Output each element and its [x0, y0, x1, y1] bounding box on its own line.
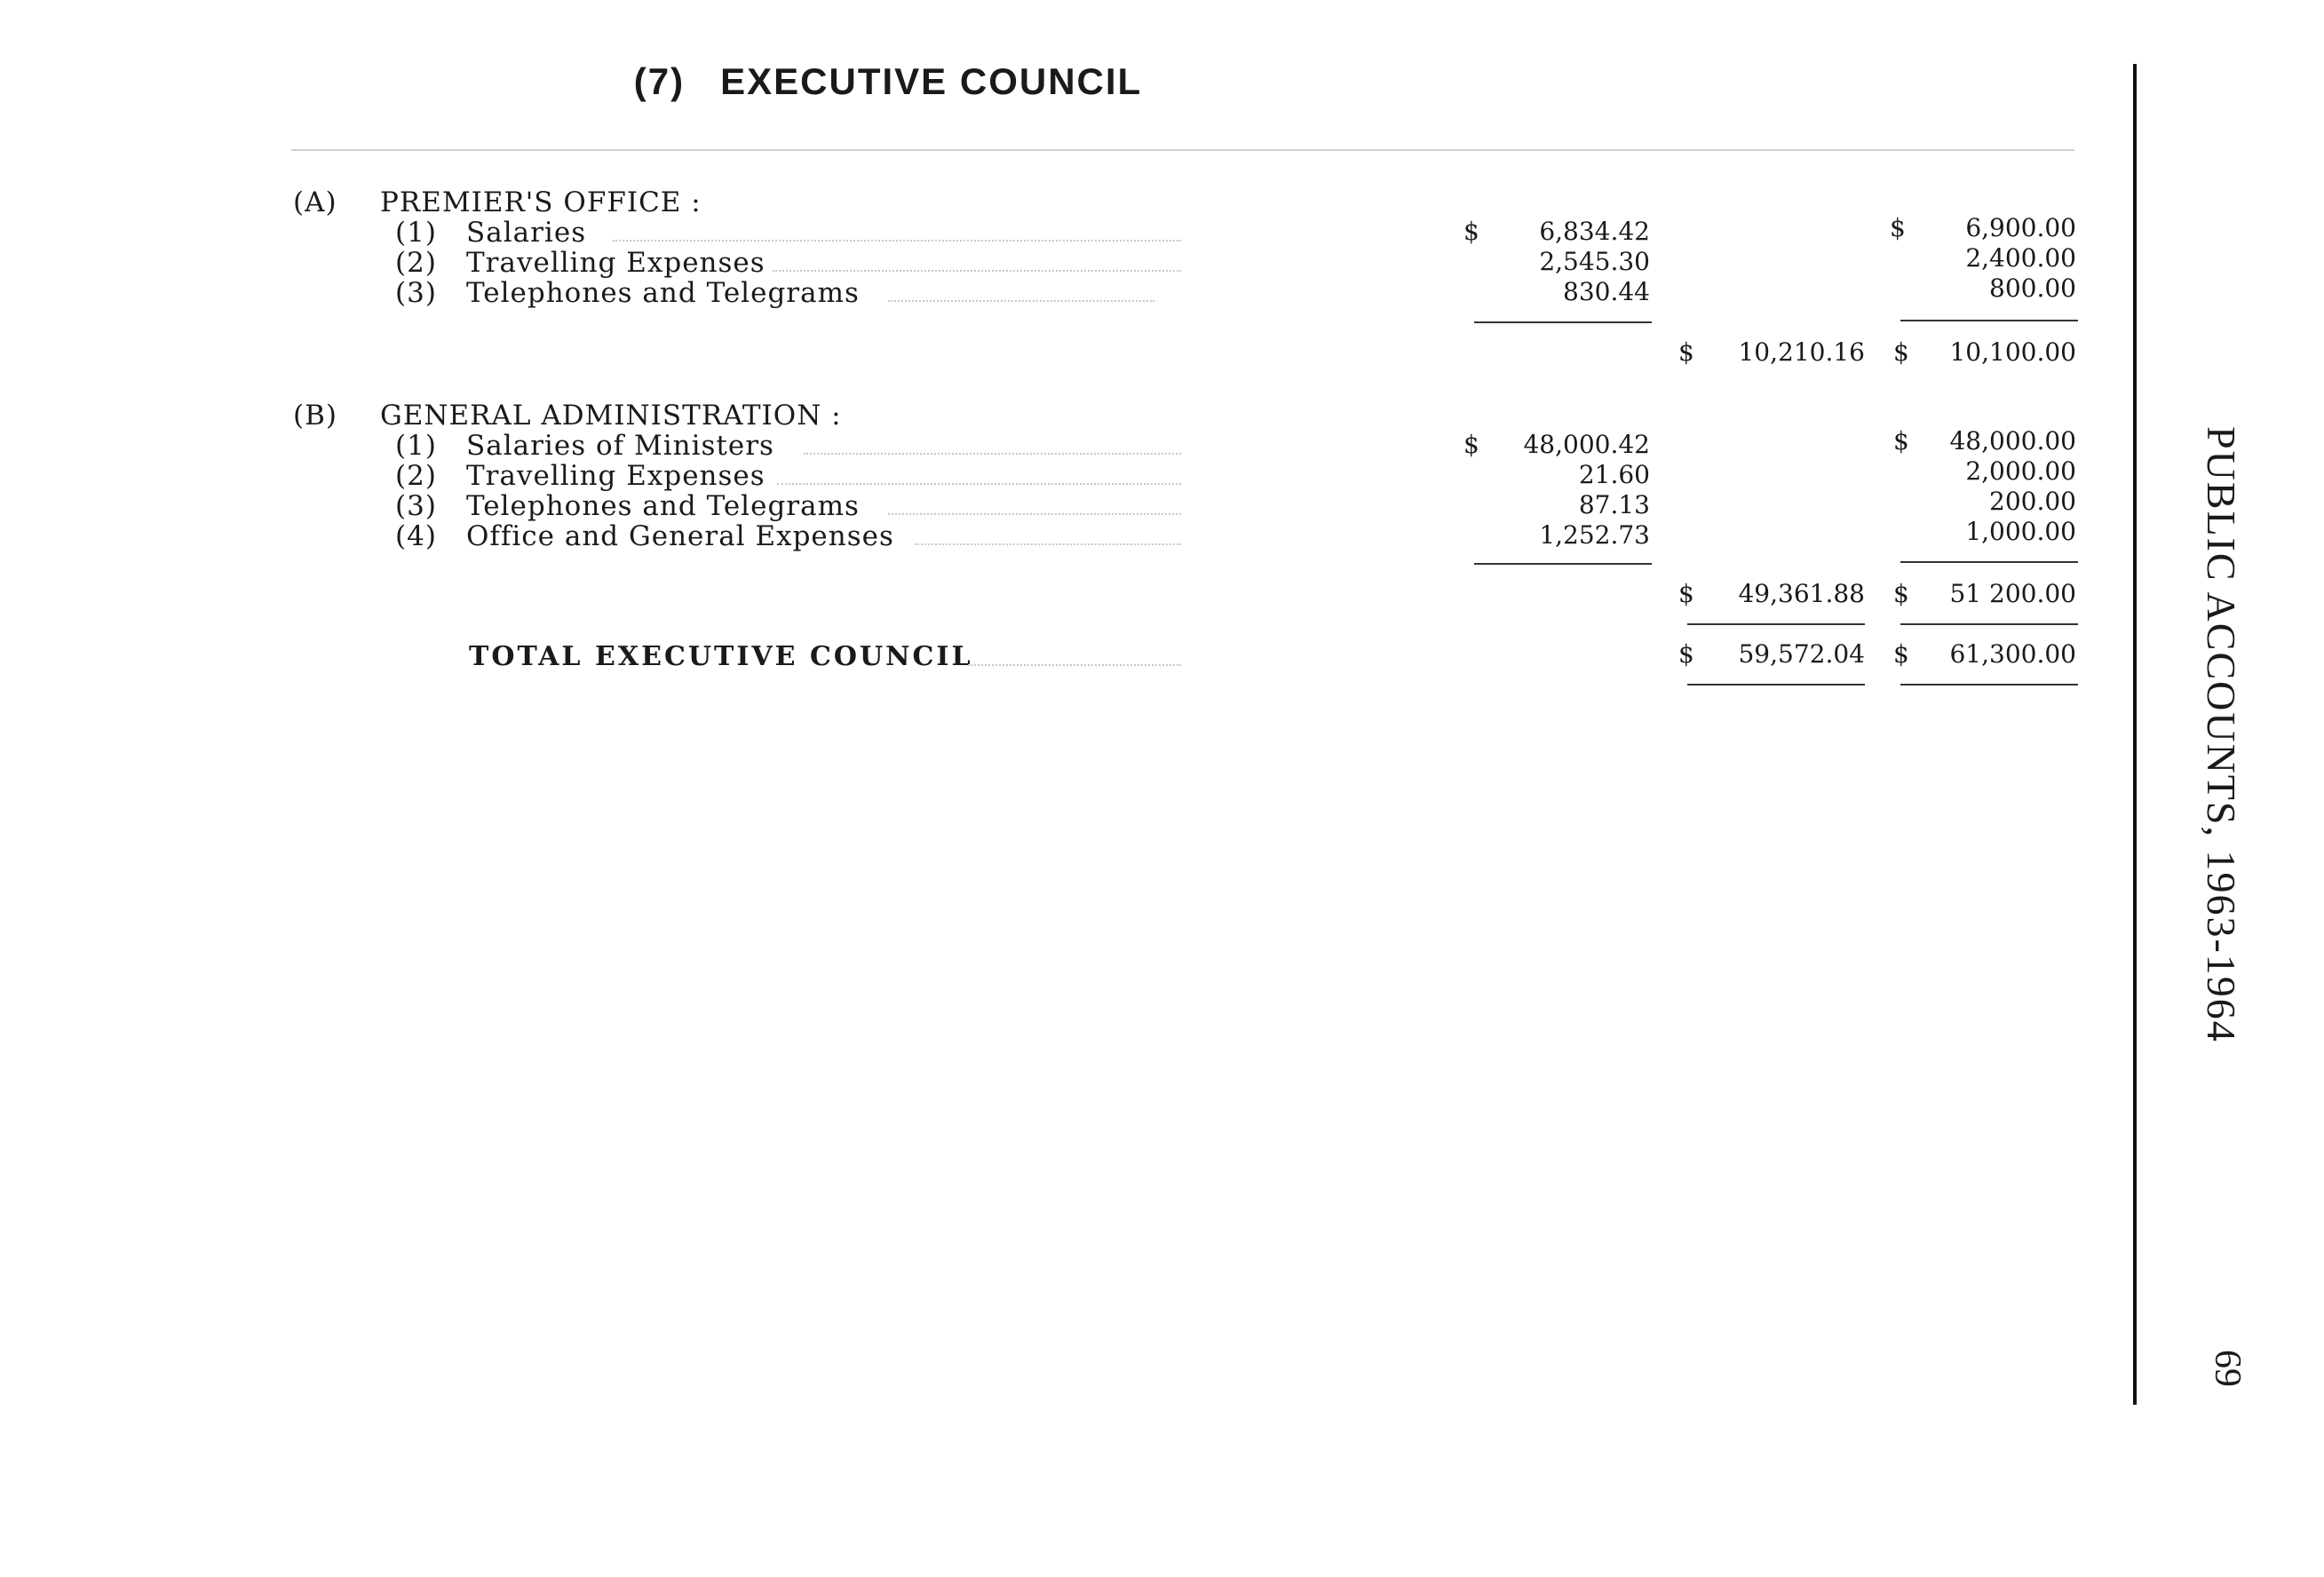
currency-sign: $ — [1678, 639, 1694, 669]
subtotal-estimate: 10,100.00 — [1949, 337, 2076, 367]
currency-sign: $ — [1890, 213, 1906, 242]
section-title: EXECUTIVE COUNCIL — [720, 60, 1143, 102]
estimate-amount: 6,900.00 — [1965, 213, 2076, 242]
actual-amount: 2,545.30 — [1539, 247, 1650, 276]
currency-sign: $ — [1893, 426, 1909, 456]
dot-leader — [888, 300, 1154, 302]
actual-amount: 1,252.73 — [1539, 520, 1650, 550]
section-b-letter: (B) — [293, 400, 337, 432]
header-rule — [291, 149, 2074, 151]
dot-leader — [777, 483, 1181, 485]
estimate-amount: 48,000.00 — [1949, 426, 2076, 456]
page-title — [0, 60, 1776, 103]
subtotal-actual: 10,210.16 — [1738, 337, 1865, 367]
margin-rule — [2133, 64, 2137, 1405]
dot-leader — [773, 270, 1181, 272]
estimate-amount: 2,400.00 — [1965, 243, 2076, 273]
list-item: (4) Office and General Expenses — [395, 520, 894, 552]
currency-sign: $ — [1893, 639, 1909, 669]
estimate-amount: 200.00 — [1989, 487, 2076, 516]
currency-sign: $ — [1678, 579, 1694, 608]
list-item: (1) Salaries of Ministers — [395, 430, 774, 462]
currency-sign: $ — [1893, 337, 1909, 367]
dot-leader — [968, 664, 1181, 666]
actual-amount: 48,000.42 — [1523, 430, 1650, 459]
total-actual: 59,572.04 — [1738, 639, 1865, 669]
subtotal-rule — [1474, 321, 1652, 323]
currency-sign: $ — [1463, 217, 1479, 246]
total-double-rule — [1900, 684, 2078, 685]
dot-leader — [888, 513, 1181, 515]
estimate-amount: 800.00 — [1989, 273, 2076, 303]
actual-amount: 21.60 — [1578, 460, 1650, 489]
subtotal-rule — [1900, 561, 2078, 563]
section-a-title: PREMIER'S OFFICE : — [380, 186, 702, 218]
currency-sign: $ — [1893, 579, 1909, 608]
page-number: 69 — [2207, 1350, 2248, 1387]
dot-leader — [804, 453, 1181, 455]
total-rule — [1687, 623, 1865, 625]
currency-sign: $ — [1678, 337, 1694, 367]
subtotal-rule — [1900, 320, 2078, 321]
dot-leader — [613, 240, 1181, 242]
estimate-amount: 1,000.00 — [1965, 517, 2076, 546]
subtotal-actual: 49,361.88 — [1738, 579, 1865, 608]
currency-sign: $ — [1463, 430, 1479, 459]
list-item: (2) Travelling Expenses — [395, 247, 765, 279]
total-double-rule — [1687, 684, 1865, 685]
actual-amount: 6,834.42 — [1539, 217, 1650, 246]
subtotal-estimate: 51 200.00 — [1949, 579, 2076, 608]
list-item: (1) Salaries — [395, 217, 587, 249]
section-number: (7) — [633, 60, 686, 102]
section-b-title: GENERAL ADMINISTRATION : — [380, 400, 842, 432]
estimate-amount: 2,000.00 — [1965, 456, 2076, 486]
total-rule — [1900, 623, 2078, 625]
total-label: TOTAL EXECUTIVE COUNCIL — [469, 641, 973, 672]
actual-amount: 830.44 — [1563, 277, 1650, 306]
list-item: (3) Telephones and Telegrams — [395, 490, 860, 522]
list-item: (3) Telephones and Telegrams — [395, 277, 860, 309]
subtotal-rule — [1474, 563, 1652, 565]
dot-leader — [915, 543, 1181, 545]
list-item: (2) Travelling Expenses — [395, 460, 765, 492]
actual-amount: 87.13 — [1578, 490, 1650, 519]
running-title: PUBLIC ACCOUNTS, 1963-1964 — [2199, 426, 2244, 1043]
section-a-letter: (A) — [293, 186, 337, 218]
total-estimate: 61,300.00 — [1949, 639, 2076, 669]
